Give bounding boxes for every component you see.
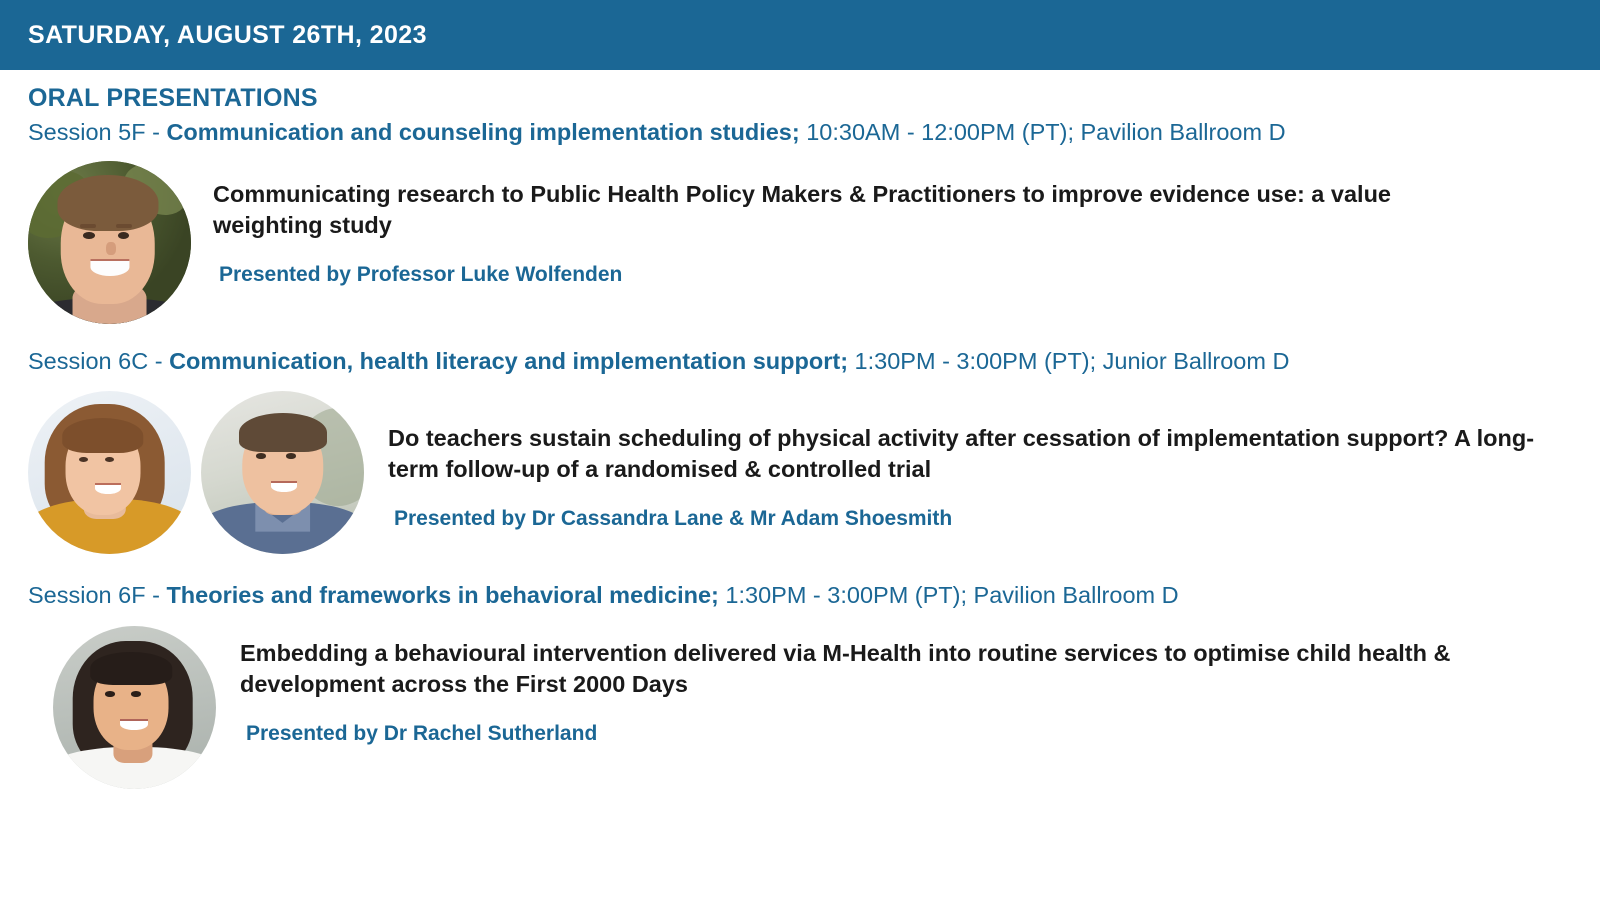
session-topic: Theories and frameworks in behavioral medicine; [166,582,719,609]
session-label: Session 6F - [28,582,167,609]
session-topic: Communication and counseling implementation studies; [166,119,800,145]
session-block-6f [28,580,1572,789]
session-topic: Communication, health literacy and implementation support; [169,347,849,374]
portrait-adam-shoesmith [201,391,364,554]
talk-presenter: Presented by Dr Cassandra Lane & Mr Adam Shoesmith [394,507,953,531]
session-block-6c [28,346,1572,555]
talk-row [28,161,1572,324]
talk-title: Embedding a behavioural intervention delivered via M-Health into routine services to optimise child health & development across the First 2000 Days [240,640,1451,698]
section-title: ORAL PRESENTATIONS [28,84,318,112]
session-details: 1:30PM - 3:00PM (PT); Junior Ballroom D [848,347,1290,374]
session-details: 10:30AM - 12:00PM (PT); Pavilion Ballroom D [799,119,1286,145]
date-header-bar [0,0,1600,70]
avatar-group [28,161,191,324]
portrait-illustration [28,391,191,554]
portrait-luke-wolfenden [28,161,191,324]
portrait-illustration [28,161,191,324]
talk-presenter: Presented by Professor Luke Wolfenden [219,262,623,286]
portrait-illustration [53,626,216,789]
session-heading-6c [28,346,1572,378]
session-heading-5f [28,117,1572,149]
avatar-group [28,391,364,554]
talk-text [364,391,1572,531]
talk-title: Do teachers sustain scheduling of physical activity after cessation of implementation support? A long-term follow-up of a randomised & controlled trial [388,425,1535,483]
talk-text [216,626,1530,746]
session-label: Session 5F - [28,119,167,145]
portrait-illustration [201,391,364,554]
session-heading-6f [28,580,1572,612]
talk-title: Communicating research to Public Health Policy Makers & Practitioners to improve evidence use: a value weighting study [213,180,1391,238]
session-details: 1:30PM - 3:00PM (PT); Pavilion Ballroom D [718,582,1179,609]
session-block-5f [28,117,1572,324]
portrait-cassandra-lane [28,391,191,554]
date-header-text: SATURDAY, AUGUST 26TH, 2023 [28,20,427,49]
talk-presenter: Presented by Dr Rachel Sutherland [246,722,598,746]
talk-text [191,161,1503,287]
session-label: Session 6C - [28,347,170,374]
avatar-group [28,626,216,789]
schedule-content [0,70,1600,789]
talk-row [28,626,1572,789]
talk-row [28,391,1572,554]
portrait-rachel-sutherland [53,626,216,789]
